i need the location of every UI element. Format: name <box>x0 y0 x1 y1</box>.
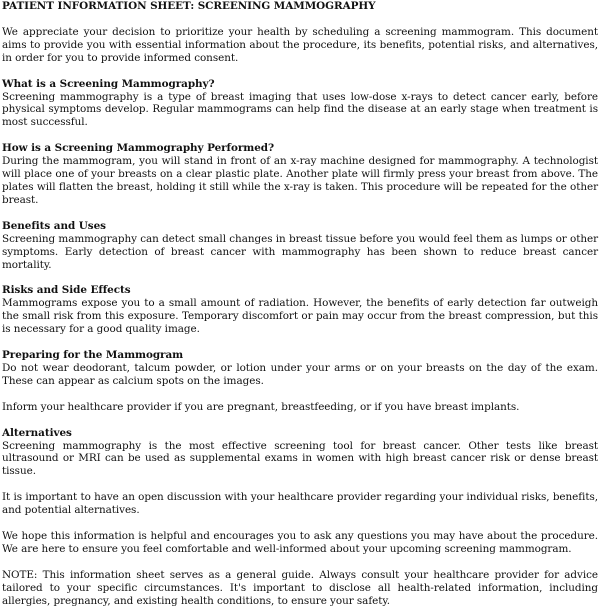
section-paragraph: Inform your healthcare provider if you are pregnant, breastfeeding, or if you have breast implants. <box>2 400 520 413</box>
section-what-is <box>2 78 598 130</box>
section-paragraph: Screening mammography is a type of breast imaging that uses low-dose x-rays to detect cancer early, before physical symptoms develop. Regular mammograms can help find the disease at an early stage when treatment is most successful. <box>2 90 598 129</box>
section-heading: How is a Screening Mammography Performed? <box>2 142 275 155</box>
section-paragraph: Do not wear deodorant, talcum powder, or lotion under your arms or on your breasts on the day of the exam. These can appear as calcium spots on the images. <box>2 361 598 387</box>
section-heading: Preparing for the Mammogram <box>2 349 184 362</box>
section-heading: Benefits and Uses <box>2 219 106 232</box>
section-paragraph: During the mammogram, you will stand in front of an x-ray machine designed for mammography. A technologist will place one of your breasts on a clear plastic plate. Another plate will firmly press your breast from above. The plates will flatten the breast, holding it still while the x-ray is taken. This procedure will be repeated for the other breast. <box>2 155 598 206</box>
section-how-performed <box>2 142 598 207</box>
section-paragraph: Mammograms expose you to a small amount of radiation. However, the benefits of early detection far outweigh the small risk from this exposure. Temporary discomfort or pain may occur from the breast compression, but this is necessary for a good quality image. <box>2 297 598 336</box>
section-benefits <box>2 220 598 272</box>
section-paragraph: Screening mammography is the most effective screening tool for breast cancer. Other tests like breast ultrasound or MRI can be used as supplemental exams in women with high breast cancer risk or dense breast tissue. <box>2 439 598 478</box>
closing-hope-paragraph: We hope this information is helpful and encourages you to ask any questions you may have about the procedure. We are here to ensure you feel comfortable and well-informed about your upcoming screening mammogram. <box>2 530 598 555</box>
section-risks <box>2 284 598 336</box>
note-paragraph: NOTE: This information sheet serves as a general guide. Always consult your healthcare provider for advice tailored to your specific circumstances. It's important to disclose all health-related information, including allergies, pregnancy, and existing health conditions, to ensure your safety. <box>2 568 598 607</box>
section-alternatives <box>2 427 598 479</box>
section-paragraph: Screening mammography can detect small changes in breast tissue before you would feel them as lumps or other symptoms. Early detection of breast cancer with mammography has been shown to reduce breast cancer mortality. <box>2 232 598 271</box>
closing-discussion-paragraph: It is important to have an open discussion with your healthcare provider regarding your individual risks, benefits, and potential alternatives. <box>2 491 598 517</box>
intro-paragraph: We appreciate your decision to prioritize your health by scheduling a screening mammogram. This document aims to provide you with essential information about the procedure, its benefits, potential risks, and alternatives, in order for you to provide informed consent. <box>2 25 598 64</box>
section-heading: Alternatives <box>2 426 72 439</box>
section-heading: What is a Screening Mammography? <box>2 77 215 90</box>
document-title: PATIENT INFORMATION SHEET: SCREENING MAMMOGRAPHY <box>2 0 376 12</box>
section-heading: Risks and Side Effects <box>2 284 131 297</box>
section-preparing <box>2 349 598 414</box>
